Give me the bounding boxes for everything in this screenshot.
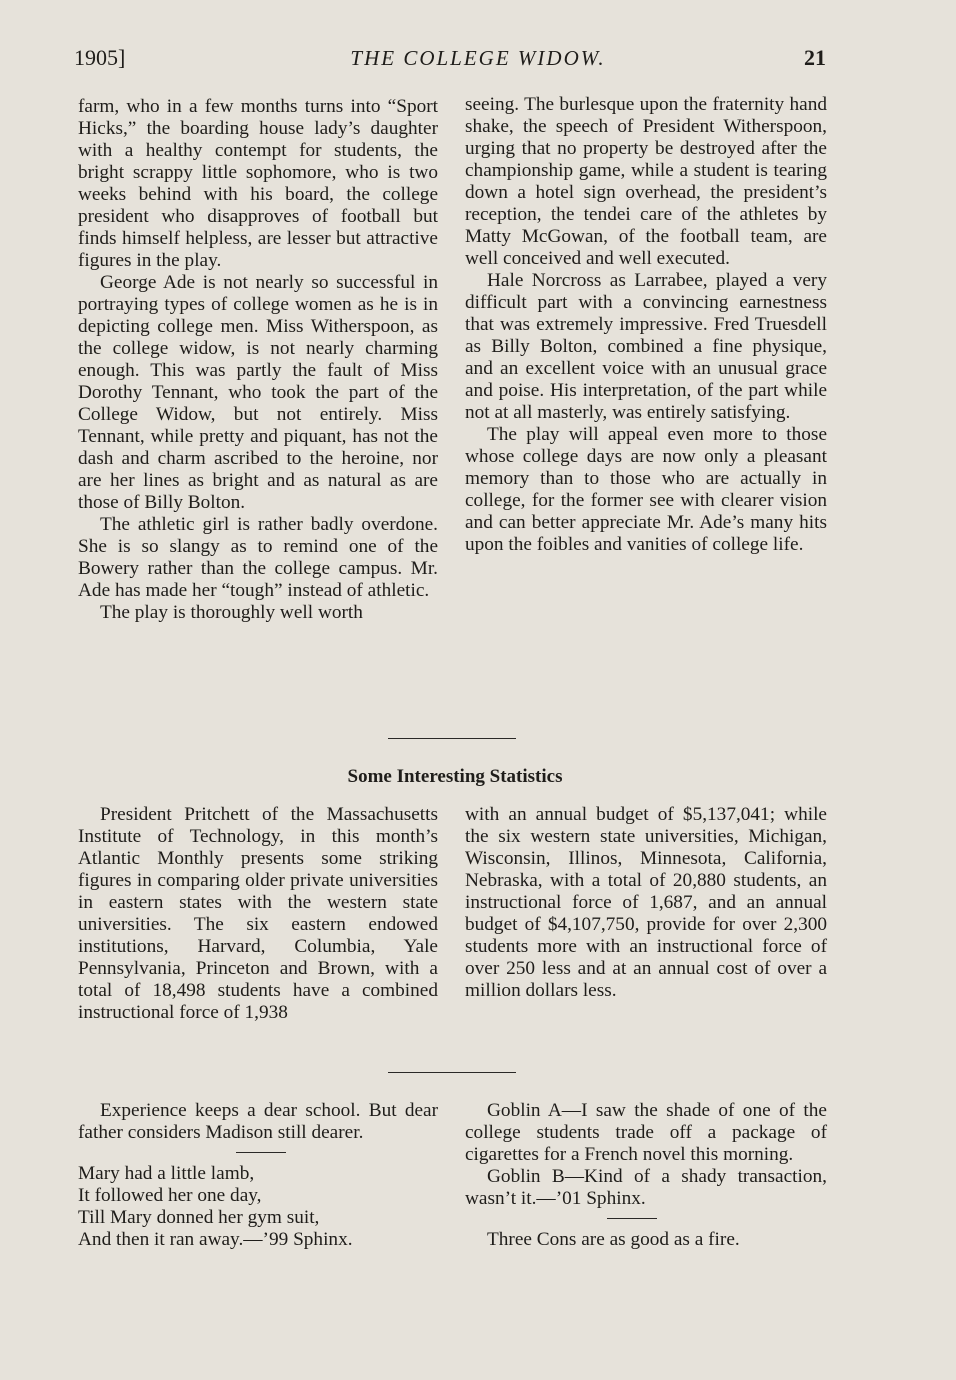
- running-title: THE COLLEGE WIDOW.: [350, 46, 606, 70]
- page-number: 21: [804, 45, 826, 70]
- statistics-heading: Some Interesting Statistics: [347, 766, 563, 787]
- review-paragraph: farm, who in a few months turns into “Sport Hicks,” the boarding house lady’s daughter with a healthy contempt for students, the bright scrappy little sophomore, who is two weeks behind with his board, the college president who disapproves of football but finds himself helpless, are lesser but attractive figures in the play.: [78, 96, 438, 271]
- review-column-right: [465, 94, 827, 556]
- small-divider: [236, 1152, 286, 1153]
- section-divider: [388, 738, 516, 739]
- review-column-left: [78, 96, 438, 624]
- section-divider: [388, 1072, 516, 1073]
- small-divider: [607, 1218, 657, 1219]
- statistics-column-left: [78, 804, 438, 1024]
- poem-line: Mary had a little lamb,: [78, 1163, 255, 1184]
- statistics-paragraph: President Pritchett of the Massachusetts Institute of Technology, in this month’s Atlantic Monthly presents some striking figures in comparing older private universities in eastern states with the western state universities. The six eastern endowed institutions, Harvard, Columbia, Yale Pennsylvania, Princeton and Brown, with a total of 18,498 students have a combined instructional force of 1,938: [78, 804, 438, 1023]
- poem-line: And then it ran away.—’99 Sphinx.: [78, 1229, 353, 1250]
- joke-paragraph: Goblin B—Kind of a shady transaction, wasn’t it.—’01 Sphinx.: [465, 1166, 827, 1209]
- jokes-column-left: [78, 1100, 438, 1251]
- review-paragraph: Hale Norcross as Larrabee, played a very difficult part with a convincing earnestness that was extremely impressive. Fred Truesdell as Billy Bolton, combined a fine physique, and an excellent voice with an unusual grace and poise. His interpretation, of the part while not at all masterly, was entirely satisfying.: [465, 270, 827, 423]
- review-paragraph: The athletic girl is rather badly overdone. She is so slangy as to remind one of the Bowery rather than the college campus. Mr. Ade has made her “tough” instead of athletic.: [78, 514, 438, 601]
- poem-line: It followed her one day,: [78, 1185, 262, 1206]
- jokes-column-right: [465, 1100, 827, 1251]
- statistics-paragraph: with an annual budget of $5,137,041; while the six western state universities, Michigan, Wisconsin, Illinos, Minnesota, California, Nebraska, with a total of 20,880 students, an instructional force of 1,687, and an annual budget of $4,107,750, provide for over 2,300 students more with an instructional force of over 250 less and at an annual cost of over a million dollars less.: [465, 804, 827, 1001]
- review-paragraph: The play is thoroughly well worth: [100, 602, 363, 623]
- joke-paragraph: Three Cons are as good as a fire.: [487, 1229, 740, 1250]
- poem: [78, 1163, 438, 1251]
- statistics-column-right: [465, 804, 827, 1002]
- joke-paragraph: Goblin A—I saw the shade of one of the college students trade off a package of cigarettes for a French novel this morning.: [465, 1100, 827, 1165]
- review-paragraph: seeing. The burlesque upon the fraternity hand shake, the speech of President Witherspoon, urging that no property be destroyed after the championship game, while a student is tearing down a hotel sign overhead, the president’s reception, the tendei care of the athletes by Matty McGowan, of the football team, are well conceived and well executed.: [465, 94, 827, 269]
- poem-line: Till Mary donned her gym suit,: [78, 1207, 320, 1228]
- review-paragraph: George Ade is not nearly so successful in portraying types of college women as he is in depicting college men. Miss Witherspoon, as the college widow, is not nearly charming enough. This was partly the fault of Miss Dorothy Tennant, who took the part of the College Widow, but not entirely. Miss Tennant, while pretty and piquant, has not the dash and charm ascribed to the heroine, nor are her lines as bright and as natural as are those of Billy Bolton.: [78, 272, 438, 513]
- header-year: 1905]: [74, 45, 126, 70]
- joke-paragraph: Experience keeps a dear school. But dear father considers Madison still dearer.: [78, 1100, 438, 1143]
- review-paragraph: The play will appeal even more to those whose college days are now only a pleasant memory than to those who are actually in college, for the former see with clearer vision and can better appreciate Mr. Ade’s many hits upon the foibles and vanities of college life.: [465, 424, 827, 555]
